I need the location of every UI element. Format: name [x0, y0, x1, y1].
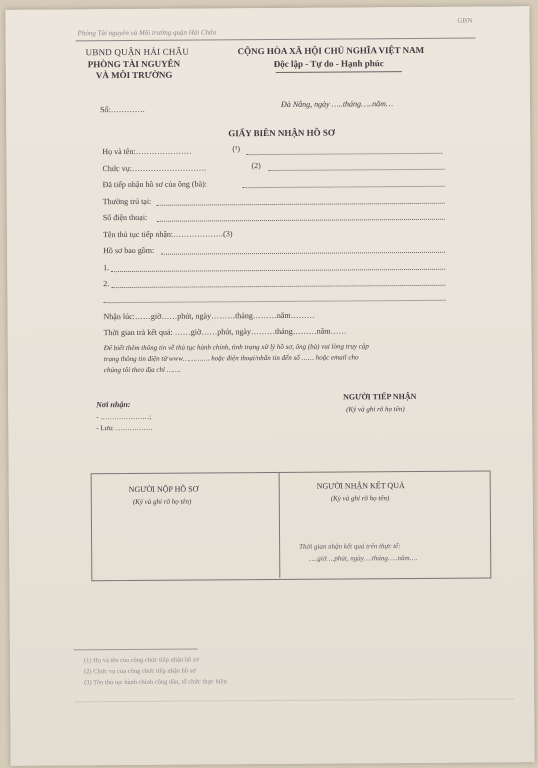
receiver-sub: (Ký và ghi rõ họ tên) — [346, 405, 405, 414]
fill-line — [243, 186, 445, 188]
org-line-2: PHÒNG TÀI NGUYÊN — [87, 58, 181, 70]
field-ho-ten: Họ và tên:………………… — [102, 146, 192, 157]
nation-title: CỘNG HÒA XÃ HỘI CHỦ NGHĨA VIỆT NAM — [237, 44, 425, 57]
motto: Độc lập - Tự do - Hạnh phúc — [273, 58, 384, 69]
receiver-title: NGƯỜI TIẾP NHẬN — [343, 391, 417, 402]
noi-nhan-item-1: - …………………; — [96, 412, 152, 422]
footnote-2: (2) Chức vụ của công chức tiếp nhận hồ sơ — [83, 667, 196, 676]
org-line-1: UBND QUẬN HẢI CHÂU — [85, 46, 190, 58]
result-receiver-title: NGƯỜI NHẬN KẾT QUẢ — [316, 481, 405, 491]
document-title: GIẤY BIÊN NHẬN HỒ SƠ — [228, 127, 335, 139]
document-number: Số:…………. — [100, 104, 145, 115]
fill-line — [246, 153, 442, 155]
motto-underline — [276, 71, 402, 73]
fill-line — [157, 203, 445, 206]
footnote-3: (3) Tên thủ tục hành chính công dân, tổ chức thực hiện — [84, 678, 227, 687]
fill-line — [111, 285, 445, 288]
field-ten-thu-tuc: Tên thủ tục tiếp nhận:……………….(3) — [102, 229, 233, 240]
field-da-tiep-nhan: Đã tiếp nhận hồ sơ của ông (bà): — [102, 179, 208, 190]
corner-code: GBN — [457, 16, 473, 25]
field-ho-so-bao-gom: Hồ sơ bao gồm: — [103, 245, 155, 256]
submitter-sub: (Ký và ghi rõ họ tên) — [132, 497, 192, 506]
fill-line — [161, 252, 445, 255]
note-line-3: chúng tôi theo địa chỉ ……. — [103, 365, 181, 375]
noi-nhan-label: Nơi nhận: — [96, 399, 131, 410]
noi-nhan-item-2: - Lưu: ……………. — [96, 423, 153, 433]
fill-line — [268, 169, 444, 171]
result-time-note-2: ….giờ….phút, ngày….tháng…..năm…. — [309, 553, 418, 563]
fill-line — [111, 269, 445, 272]
place-date: Đà Nẵng, ngày …..tháng…..năm… — [281, 99, 394, 109]
result-receiver-sub: (Ký và ghi rõ họ tên) — [330, 494, 390, 503]
field-ho-ten-mark: (¹) — [232, 144, 241, 154]
document-page — [5, 6, 534, 766]
field-nhan-luc: Nhận lúc:……giờ……phút, ngày………tháng………năm……… — [103, 310, 315, 322]
footnote-rule — [74, 649, 198, 651]
org-line-3: VÀ MÔI TRƯỜNG — [95, 69, 173, 81]
field-item-1: 1. — [103, 263, 110, 273]
field-so-dien-thoai: Số điện thoại: — [102, 212, 148, 223]
field-chuc-vu: Chức vụ:………………………. — [102, 163, 206, 174]
field-thoi-gian-tra: Thời gian trả kết quả: ……giờ……phút, ngày………tháng………năm…… — [103, 326, 347, 338]
header-rule — [76, 38, 476, 42]
note-line-2: trang thông tin điện tử www…………. hoặc điện thoại/nhắn tin đến số …… hoặc email cho — [103, 353, 359, 364]
field-chuc-vu-mark: (2) — [251, 161, 261, 171]
submitter-title: NGƯỜI NỘP HỒ SƠ — [128, 484, 199, 494]
footnote-1: (1) Họ và tên của công chức tiếp nhận hồ sơ — [83, 656, 199, 665]
field-item-2: 2. — [103, 279, 110, 289]
bottom-rule — [74, 698, 514, 702]
fill-line — [157, 219, 445, 222]
result-time-note-1: Thời gian nhận kết quả trên thực tế: — [299, 542, 401, 551]
fill-line — [103, 300, 445, 303]
note-line-1: Để biết thêm thông tin về thủ tục hành chính, tình trạng xử lý hồ sơ, ông (bà) vui lòng truy cập — [103, 342, 369, 353]
field-thuong-tru: Thường trú tại: — [102, 196, 152, 207]
top-note: Phòng Tài nguyên và Môi trường quận Hải Châu — [77, 28, 217, 38]
